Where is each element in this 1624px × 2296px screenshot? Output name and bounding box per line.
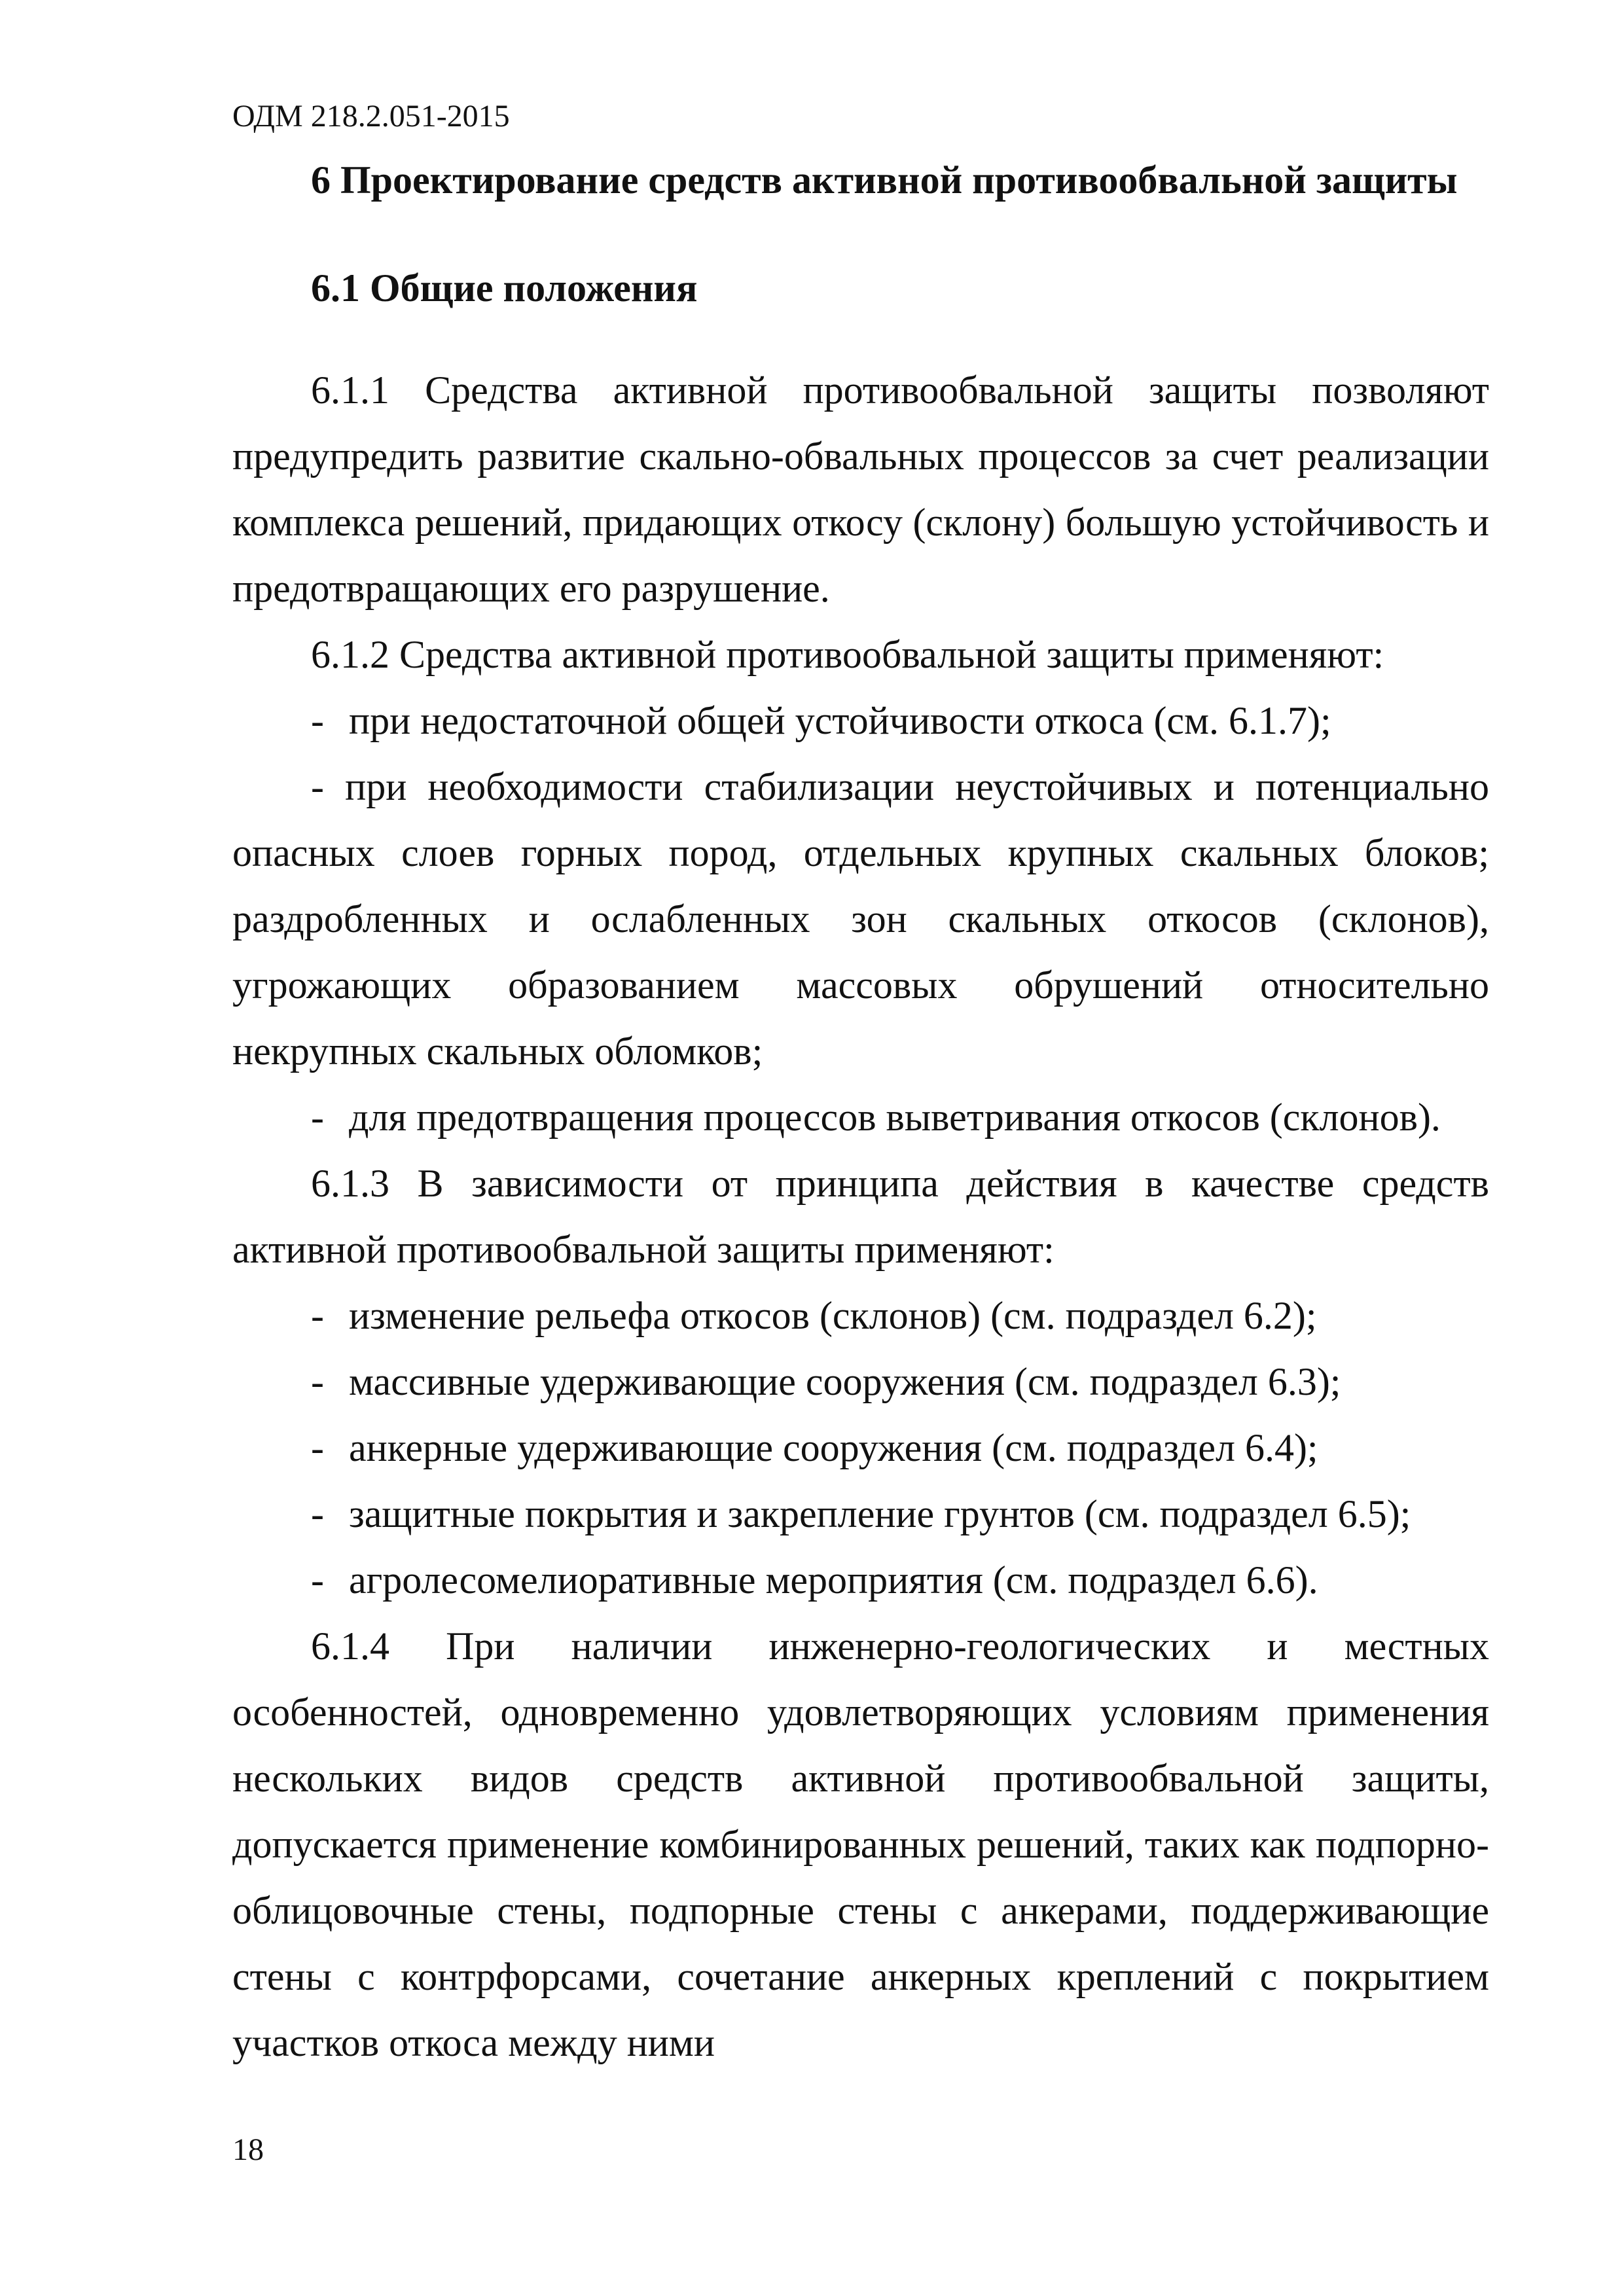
list-item-text: защитные покрытия и закрепление грунтов (см. подраздел 6.5);	[349, 1492, 1411, 1535]
document-body	[232, 144, 1489, 2076]
list-item-text: при недостаточной общей устойчивости откоса (см. 6.1.7);	[349, 699, 1331, 742]
list-item-text: при необходимости стабилизации неустойчивых и потенциально опасных слоев горных пород, отдельных крупных скальных блоков; раздробленных и ослабленных зон скальных откосов (склонов), угрожающих образованием массовых обрушений относительно некрупных скальных обломков;	[232, 765, 1489, 1073]
list-item: - анкерные удерживающие сооружения (см. подраздел 6.4);	[311, 1426, 1318, 1469]
paragraph-6-1-1: 6.1.1 Средства активной противообвальной защиты позволяют предупредить развитие скально-обвальных процессов за счет реализации комплекса решений, придающих откосу (склону) большую устойчивость и предотвращающих его разрушение.	[232, 368, 1489, 610]
list-item: - агролесомелиоративные мероприятия (см. подраздел 6.6).	[311, 1558, 1318, 1602]
list-item-text: массивные удерживающие сооружения (см. подраздел 6.3);	[349, 1360, 1341, 1403]
paragraph-6-1-3: 6.1.3 В зависимости от принципа действия в качестве средств активной противообвальной защиты применяют:	[232, 1162, 1489, 1271]
section-title: 6 Проектирование средств активной противообвальной защиты	[311, 158, 1458, 202]
list-item: - изменение рельефа откосов (склонов) (см. подраздел 6.2);	[311, 1294, 1317, 1337]
list-item: - при необходимости стабилизации неустойчивых и потенциально опасных слоев горных пород, отдельных крупных скальных блоков; раздробленных и ослабленных зон скальных откосов (склонов), угрожающих образованием массовых обрушений относительно некрупных скальных обломков;	[232, 765, 1489, 1073]
paragraph-6-1-2: 6.1.2 Средства активной противообвальной защиты применяют:	[311, 633, 1384, 676]
list-item-text: агролесомелиоративные мероприятия (см. подраздел 6.6).	[349, 1558, 1318, 1602]
list-item-text: для предотвращения процессов выветривания откосов (склонов).	[349, 1096, 1441, 1139]
list-item: - защитные покрытия и закрепление грунтов (см. подраздел 6.5);	[311, 1492, 1411, 1535]
paragraph-6-1-4: 6.1.4 При наличии инженерно-геологических и местных особенностей, одновременно удовлетворяющих условиям применения нескольких видов средств активной противообвальной защиты, допускается применение комбинированных решений, таких как подпорно-облицовочные стены, подпорные стены с анкерами, поддерживающие стены с контрфорсами, сочетание анкерных креплений с покрытием участков откоса между ними	[232, 1624, 1489, 2064]
list-item: - массивные удерживающие сооружения (см. подраздел 6.3);	[311, 1360, 1341, 1403]
list-item: - для предотвращения процессов выветривания откосов (склонов).	[311, 1096, 1441, 1139]
list-item-text: изменение рельефа откосов (склонов) (см. подраздел 6.2);	[349, 1294, 1317, 1337]
document-code: ОДМ 218.2.051-2015	[232, 99, 510, 134]
page-number: 18	[232, 2132, 264, 2167]
list-item-text: анкерные удерживающие сооружения (см. подраздел 6.4);	[349, 1426, 1318, 1469]
subsection-title: 6.1 Общие положения	[311, 266, 698, 310]
list-item: - при недостаточной общей устойчивости откоса (см. 6.1.7);	[311, 699, 1331, 742]
